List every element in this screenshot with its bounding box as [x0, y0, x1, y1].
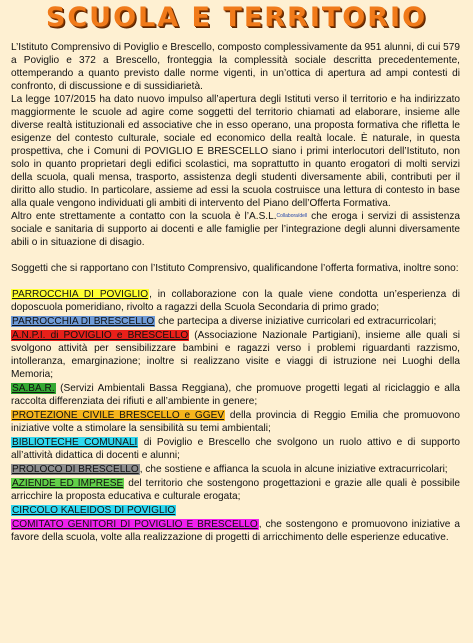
- partner-description: , che sostengono e promuovono iniziative a favore della scuola, volte alla realizzazione di progetti di arricchimento delle esperienze educative.: [11, 519, 460, 544]
- asl-tiny-mark: Collabora/dell: [276, 213, 308, 219]
- partner-item: [11, 477, 460, 503]
- partner-item: [11, 382, 460, 408]
- partner-item: [11, 288, 460, 314]
- partner-description: della provincia di Reggio Emilia che promuovono iniziative volte a stimolare la sensibilità su temi ambientali;: [11, 410, 460, 435]
- partner-description: (Servizi Ambientali Bassa Reggiana), che promuove progetti legati al riciclaggio e alla raccolta differenziata dei rifiuti e all’ambiente in genere;: [11, 383, 460, 408]
- partner-description: che partecipa a diverse iniziative curricolari ed extracurricolari;: [155, 316, 437, 328]
- partner-item: [11, 463, 460, 476]
- partner-name: PROTEZIONE CIVILE BRESCELLO e GGEV: [12, 410, 225, 422]
- partner-name: A.N.P.I. di POVIGLIO e BRESCELLO: [12, 330, 189, 342]
- partner-name: AZIENDE ED IMPRESE: [12, 478, 124, 490]
- paragraph-asl: [11, 210, 460, 249]
- document-body: [11, 41, 460, 544]
- partner-name: COMITATO GENITORI DI POVIGLIO E BRESCELLO: [12, 519, 258, 531]
- paragraph-1: L’Istituto Comprensivo di Poviglio e Brescello, composto complessivamente da 951 alunni, di cui 579 a Poviglio e 372 a Brescello, fronteggia la complessità sociale descritta precedentemente, ottemperando a quanto previsto dalle norme vigenti, in un’ottica di apertura ad ampi contesti di confronto, di discussione e di sussidiarietà.: [11, 42, 460, 92]
- partner-name: PROLOCO DI BRESCELLO: [12, 464, 139, 476]
- partner-name: CIRCOLO KALEIDOS DI POVIGLIO: [12, 505, 176, 517]
- partner-description: (Associazione Nazionale Partigiani), insieme alle quali si svolgono attività per sensibilizzare bambini e ragazzi verso i problemi riguardanti razzismo, intolleranza, emarginazione; inoltre si realizzano visite e viaggi di istruzione nei Luoghi della Memoria;: [11, 330, 460, 381]
- partner-item: [11, 436, 460, 462]
- spacer: [11, 275, 460, 288]
- partner-description: , in collaborazione con la quale viene condotta un’esperienza di doposcuola pomeridiano, rivolto a ragazzi della Scuola Secondaria di primo grado;: [11, 289, 460, 314]
- partner-item: [11, 409, 460, 435]
- partner-description: , che sostiene e affianca la scuola in alcune iniziative extracurricolari;: [139, 464, 448, 476]
- asl-label: A.S.L.: [249, 211, 277, 223]
- page-title: SCUOLA E TERRITORIO: [45, 2, 428, 33]
- partner-item: [11, 315, 460, 328]
- partner-name: BIBLIOTECHE COMUNALI: [12, 437, 138, 449]
- partner-name: PARROCCHIA DI BRESCELLO: [12, 316, 155, 328]
- partner-item: [11, 518, 460, 544]
- asl-text-before: Altro ente strettamente a contatto con la scuola è l’: [11, 211, 250, 223]
- partner-description: di Poviglio e Brescello che svolgono un ruolo attivo e di supporto all’attività didattica di docenti e alunni;: [11, 437, 460, 462]
- partner-list: [11, 288, 460, 544]
- paragraph-2: La legge 107/2015 ha dato nuovo impulso all’apertura degli Istituti verso il territorio e ha indirizzato maggiormente le scuole ad agire come soggetti del territorio chiamati ad elaborare, insieme alle diverse realtà istituzionali ed associative che in esso operano, una proposta formativa che rifletta le esigenze del contesto culturale, sociale ed economico della realtà locale. È naturale, in questa prospettiva, che i Comuni di POVIGLIO E BRESCELLO siano i primi interlocutori dell’Istituto, non solo in quanto proprietari degli edifici scolastici, ma soprattutto in quanto erogatori di molti servizi della scuola, quali mensa, trasporto, assistenza degli studenti diversamente abili, contributi per il diritto allo studio. In particolare, assieme ad essi la scuola costruisce una lettura di contesto in base alla quale vengono individuati gli ambiti di intervento del Piano dell’Offerta Formativa.: [11, 94, 460, 209]
- intro-paragraph: Soggetti che si rapportano con l’Istituto Comprensivo, qualificandone l’offerta formativa, inoltre sono:: [11, 263, 459, 275]
- partner-name: SA.BA.R.: [12, 383, 55, 395]
- partner-item: [11, 504, 460, 517]
- partner-description: del territorio che sostengono progettazioni e grazie alle quali è possibile arricchire la proposta educativa e culturale erogata;: [11, 478, 460, 503]
- spacer: [11, 249, 460, 262]
- partner-item: [11, 329, 460, 381]
- asl-text-after: che eroga i servizi di assistenza sociale e sanitaria di supporto ai docenti e alle famiglie per l’integrazione degli alunni diversamente abili o in situazione di disagio.: [11, 211, 460, 249]
- partner-name: PARROCCHIA DI POVIGLIO: [12, 289, 149, 301]
